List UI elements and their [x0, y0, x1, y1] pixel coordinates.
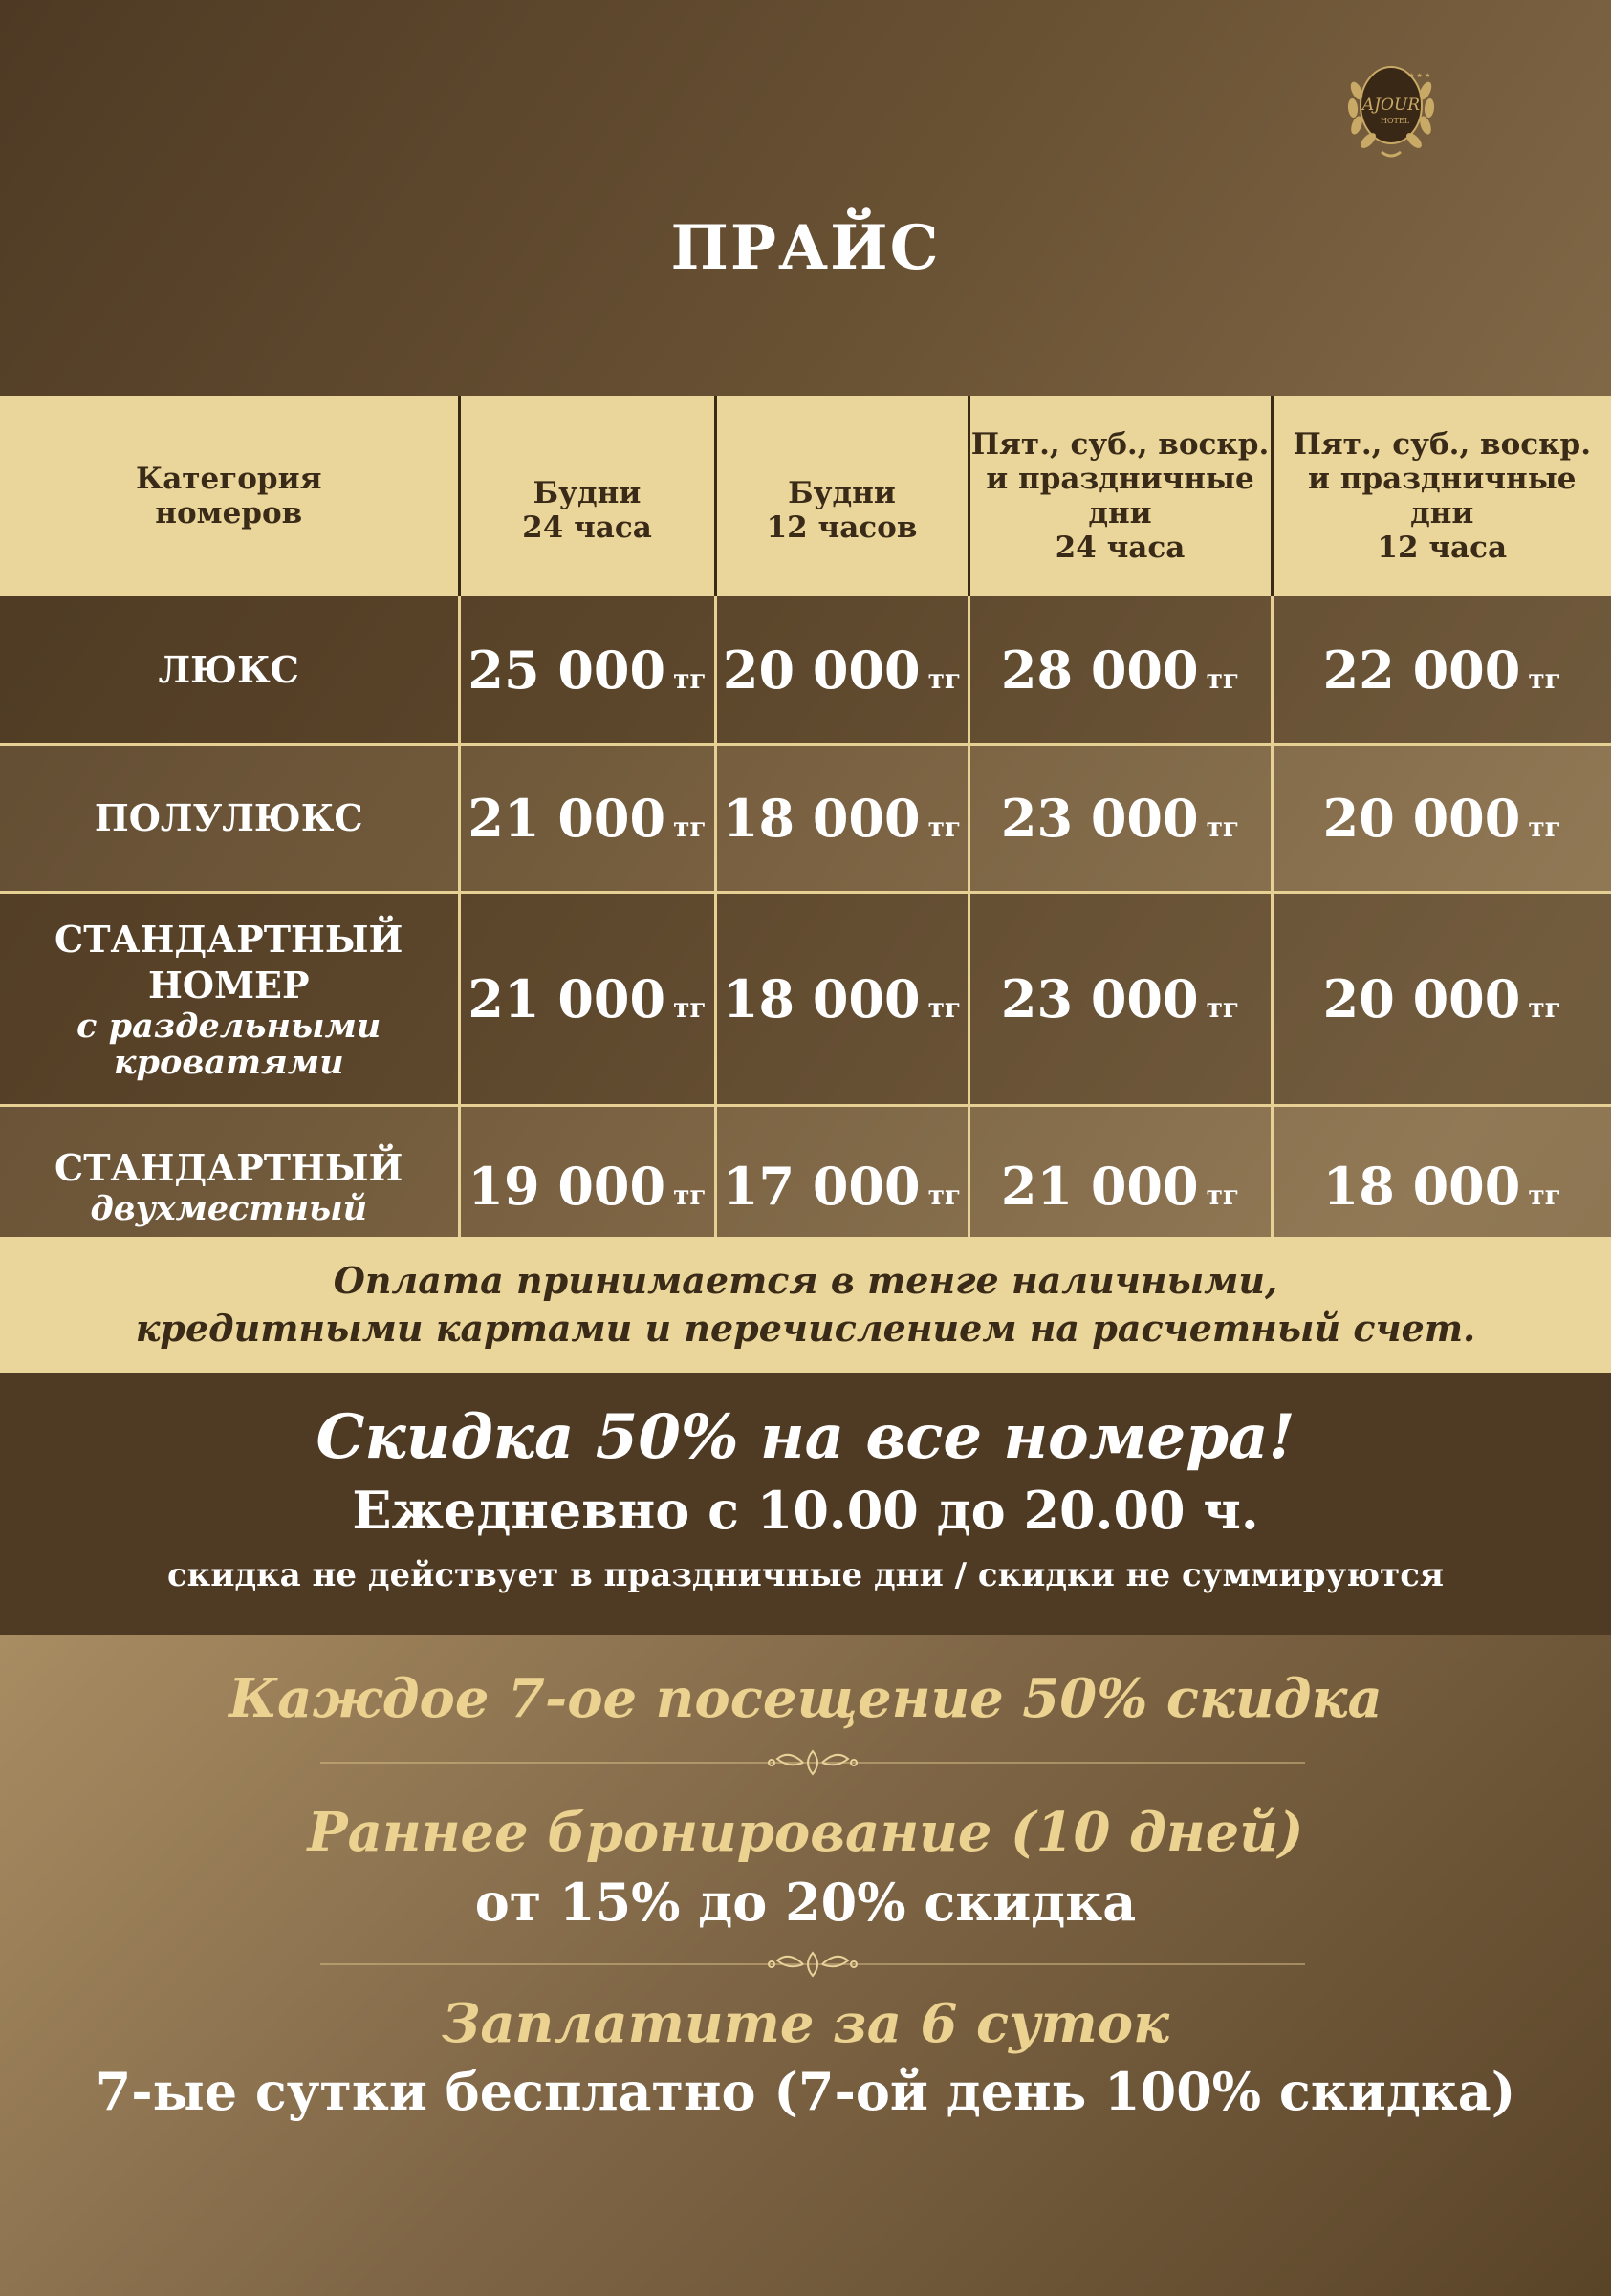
price-cell: 21 000 тг: [969, 1106, 1272, 1266]
table-row-standard-separate-beds: [0, 893, 1611, 1106]
promo-early-booking: Раннее бронирование (10 дней): [307, 1801, 1304, 1864]
promo-pay-six-days-detail: 7-ые сутки бесплатно (7-ой день 100% скидка): [95, 2061, 1516, 2122]
discount-schedule: Ежедневно с 10.00 до 20.00 ч.: [352, 1480, 1259, 1541]
price-cell: 19 000 тг: [459, 1106, 715, 1266]
discount-band: [0, 1373, 1611, 1635]
header-category: Категория номеров: [0, 396, 459, 596]
price-cell: 25 000 тг: [459, 596, 715, 745]
price-cell: 22 000 тг: [1272, 596, 1611, 745]
discount-headline: Скидка 50% на все номера!: [316, 1401, 1295, 1473]
price-cell: 21 000 тг: [459, 893, 715, 1106]
price-cell: 18 000 тг: [715, 893, 969, 1106]
price-cell: 21 000 тг: [459, 745, 715, 893]
price-cell: 20 000 тг: [1272, 745, 1611, 893]
payment-line-2: кредитными картами и перечислением на расчетный счет.: [135, 1307, 1476, 1350]
category-cell: СТАНДАРТНЫЙ двухместный: [0, 1106, 459, 1266]
ornament-divider-icon: [320, 1744, 1305, 1782]
promo-pay-six-days: Заплатите за 6 суток: [441, 1992, 1170, 2055]
svg-text:★ ★ ★: ★ ★ ★: [1408, 72, 1431, 79]
category-cell: ЛЮКС: [0, 596, 459, 745]
table-row-semi-lux: [0, 745, 1611, 893]
category-cell: ПОЛУЛЮКС: [0, 745, 459, 893]
promo-early-booking-detail: от 15% до 20% скидка: [474, 1872, 1137, 1933]
header-weekend-24h: Пят., суб., воскр. и праздничные дни 24 часа: [969, 396, 1272, 596]
price-cell: 23 000 тг: [969, 893, 1272, 1106]
price-cell: 20 000 тг: [1272, 893, 1611, 1106]
promo-seventh-visit: Каждое 7-ое посещение 50% скидка: [229, 1667, 1382, 1730]
price-cell: 20 000 тг: [715, 596, 969, 745]
price-table-header-row: [0, 396, 1611, 596]
ornament-divider-icon: [320, 1945, 1305, 1983]
header-weekday-24h: Будни 24 часа: [459, 396, 715, 596]
payment-line-1: Оплата принимается в тенге наличными,: [333, 1259, 1278, 1302]
logo-text-main: AJOUR: [1361, 96, 1421, 115]
price-cell: 17 000 тг: [715, 1106, 969, 1266]
page-title: ПРАЙС: [670, 212, 941, 284]
header-weekend-12h: Пят., суб., воскр. и праздничные дни 12 часа: [1272, 396, 1611, 596]
price-cell: 28 000 тг: [969, 596, 1272, 745]
discount-note: скидка не действует в праздничные дни / скидки не суммируются: [166, 1556, 1445, 1594]
price-cell: 18 000 тг: [1272, 1106, 1611, 1266]
price-cell: 23 000 тг: [969, 745, 1272, 893]
payment-info-band: [0, 1237, 1611, 1373]
table-row-lux: [0, 596, 1611, 745]
price-cell: 18 000 тг: [715, 745, 969, 893]
category-cell: СТАНДАРТНЫЙ НОМЕР с раздельными кроватями: [0, 893, 459, 1106]
price-table: [0, 396, 1611, 1265]
logo-text-sub: HOTEL: [1380, 117, 1410, 125]
header-weekday-12h: Будни 12 часов: [715, 396, 969, 596]
hotel-logo: [1343, 53, 1439, 172]
